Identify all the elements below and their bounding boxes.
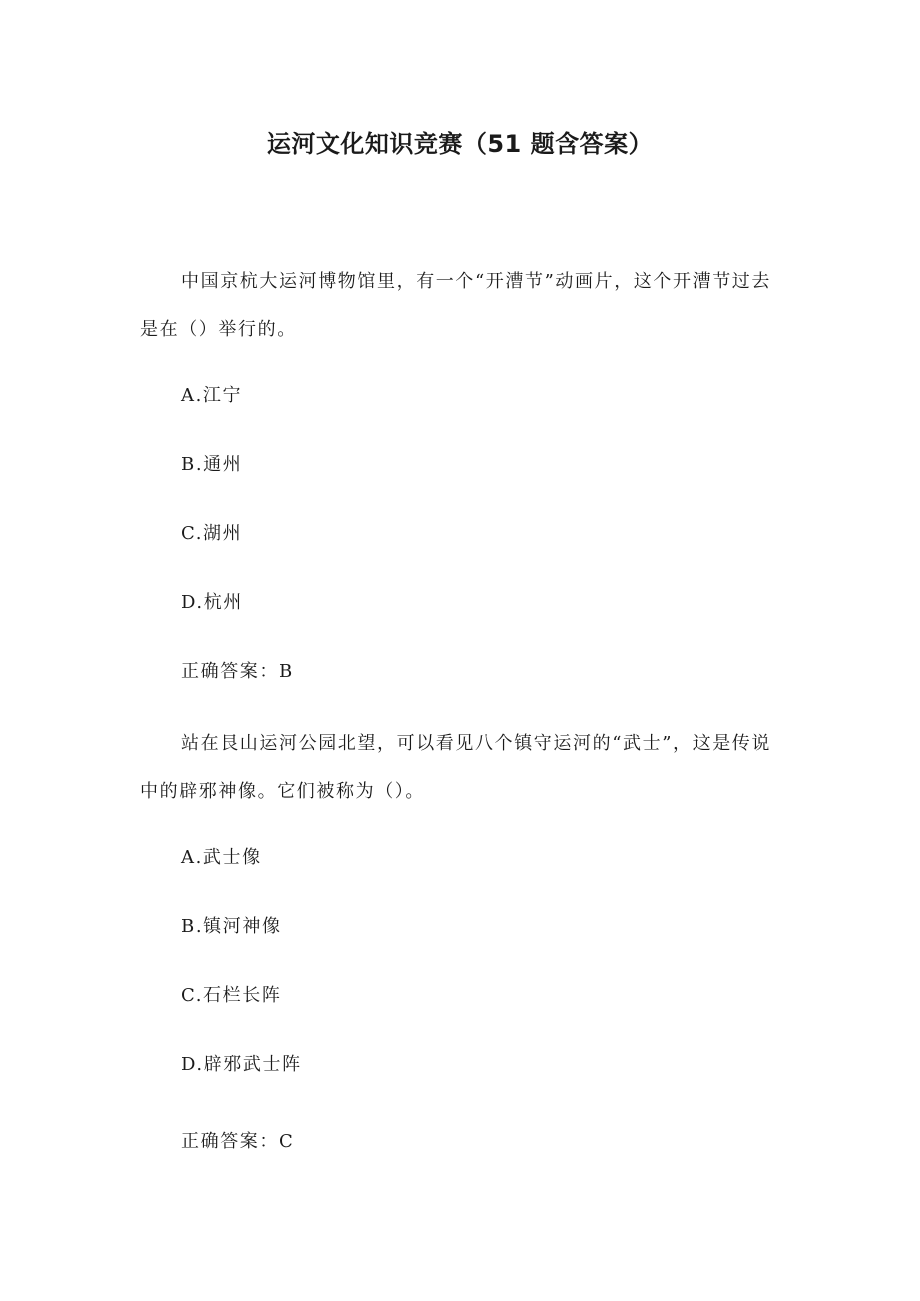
question-1-option-c: C.湖州 [181, 523, 243, 544]
question-1-stem: 中国京杭大运河博物馆里，有一个“开漕节”动画片，这个开漕节过去是在（）举行的。 [140, 271, 772, 340]
question-2-option-b: B.镇河神像 [181, 916, 282, 937]
question-2-answer: 正确答案：C [181, 1131, 295, 1152]
question-1-option-d: D.杭州 [181, 592, 243, 613]
question-1-option-b: B.通州 [181, 454, 243, 475]
question-2-option-a: A.武士像 [181, 847, 262, 868]
question-2-stem: 站在艮山运河公园北望，可以看见八个镇守运河的“武士”，这是传说中的辟邪神像。它们被称为（）。 [140, 733, 772, 802]
document-title: 运河文化知识竞赛（51 题含答案） [266, 130, 654, 158]
question-2-option-d: D.辟邪武士阵 [181, 1054, 302, 1075]
question-2-option-c: C.石栏长阵 [181, 985, 282, 1006]
question-1-answer: 正确答案：B [181, 661, 294, 682]
question-1-option-a: A.江宁 [181, 385, 243, 406]
